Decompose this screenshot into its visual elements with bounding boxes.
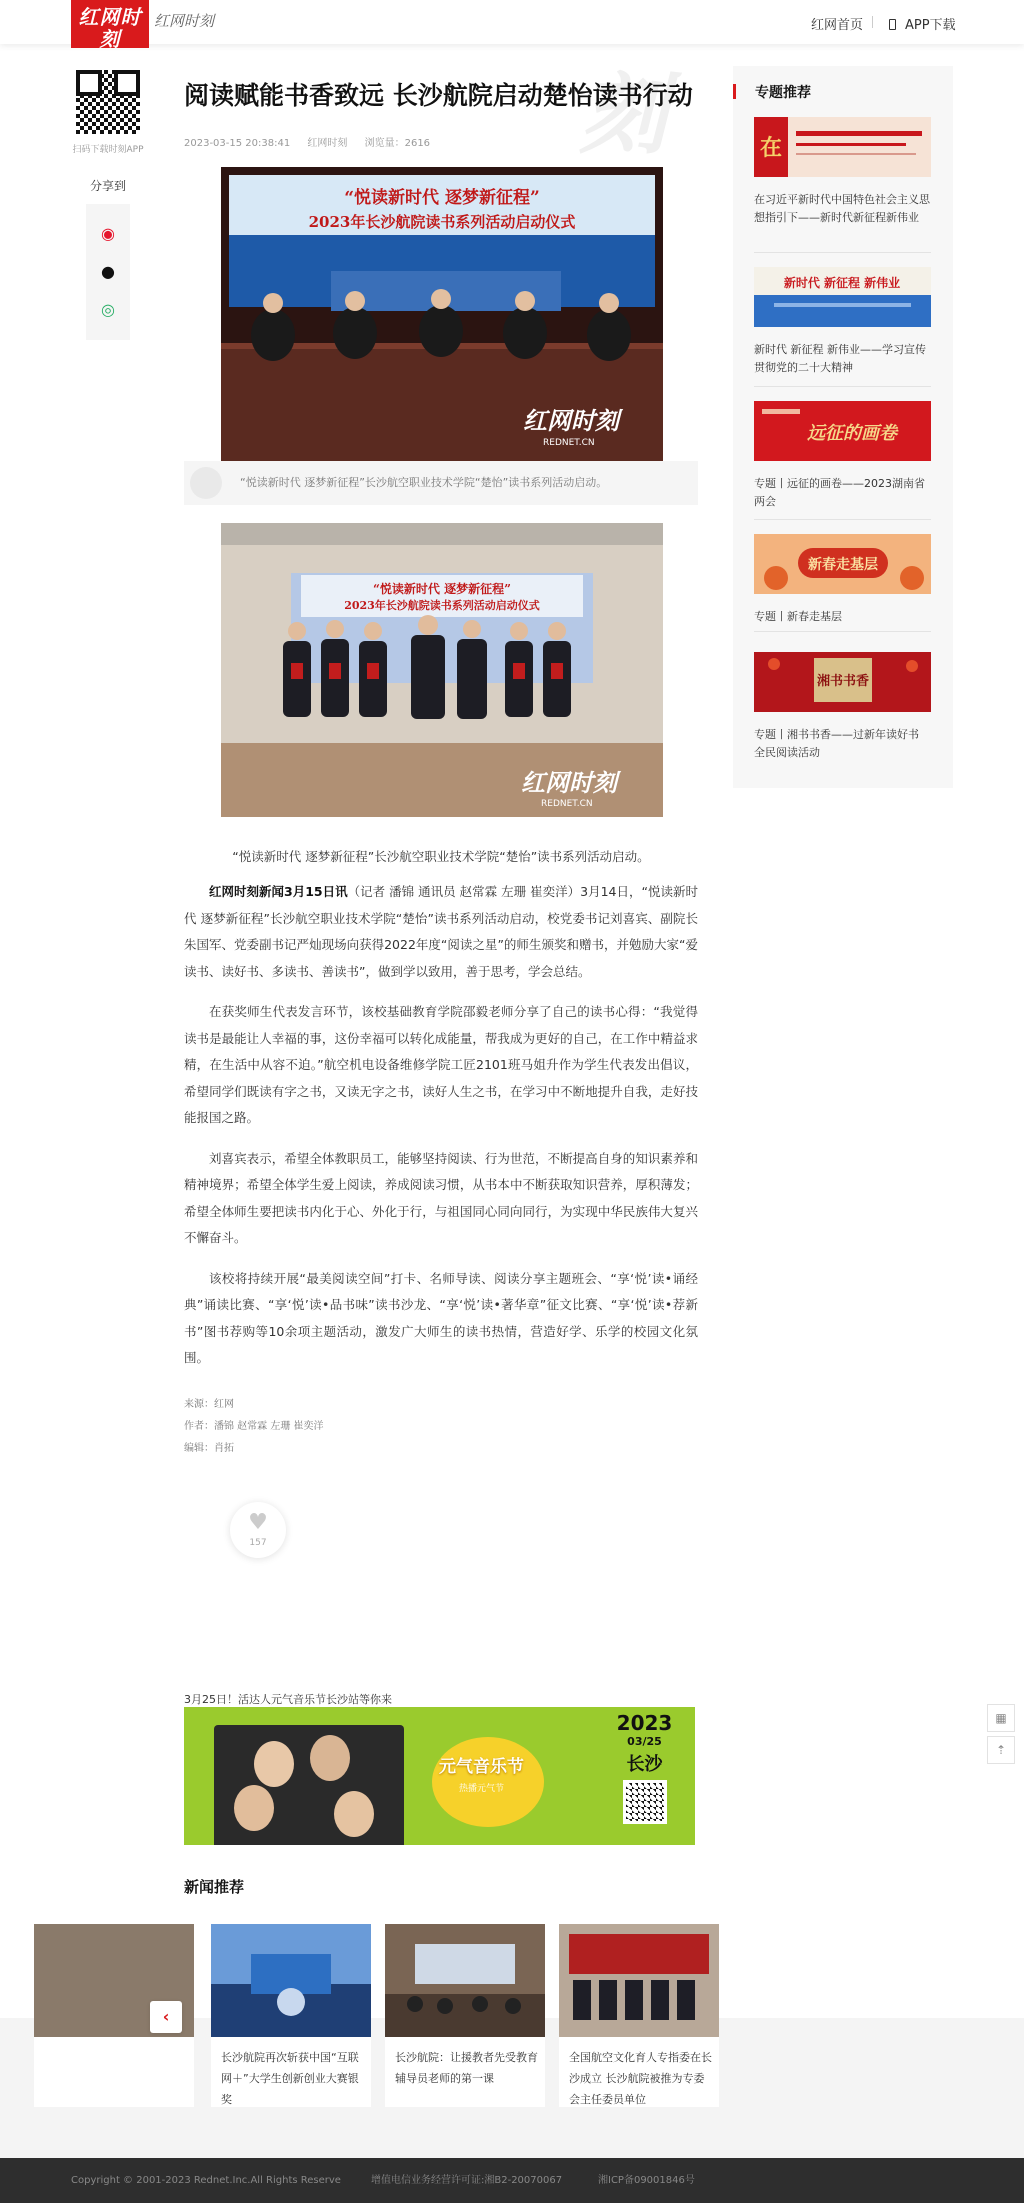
sidebar-topic-image: [754, 534, 931, 594]
news-card-image: [211, 1924, 371, 2037]
footer-license[interactable]: 增值电信业务经营许可证:湘B2-20070067: [371, 2175, 563, 2186]
photo-1-banner-line2: 2023年长沙航院读书系列活动启动仪式: [308, 213, 576, 231]
article-lead: 红网时刻新闻3月15日讯: [209, 884, 348, 899]
chevron-left-icon: ‹: [162, 2007, 170, 2026]
article-editor: 编辑：肖拓: [184, 1442, 234, 1454]
promo-artists-image: [214, 1725, 404, 1845]
photo-2-banner-line1: “悦读新时代 逐梦新征程”: [373, 582, 511, 596]
sidebar-divider: [754, 252, 931, 253]
sidebar-topic[interactable]: [754, 267, 931, 377]
article-views: 浏览量：2616: [364, 138, 431, 149]
sidebar-banner-3: 新春走基层: [808, 557, 878, 573]
photo-2-watermark: 红网时刻: [521, 769, 617, 797]
sidebar-topic-image: [754, 652, 931, 712]
topic-sidebar: [733, 66, 953, 788]
footer-copyright: Copyright © 2001-2023 Rednet.Inc.All Rights Reserve: [71, 2175, 341, 2186]
sidebar-topic-image: [754, 401, 931, 461]
photo-2-caption: “悦读新时代 逐梦新征程”长沙航空职业技术学院“楚怡”读书系列活动启动。: [232, 849, 650, 864]
promo-title[interactable]: 3月25日！活达人元气音乐节长沙站等你来: [184, 1693, 392, 1706]
news-card[interactable]: [211, 1924, 371, 2107]
sidebar-divider: [754, 631, 931, 632]
like-button[interactable]: [230, 1502, 286, 1558]
photo-1-caption: “悦读新时代 逐梦新征程”长沙航空职业技术学院“楚怡”读书系列活动启动。: [184, 461, 698, 505]
footer-icp[interactable]: 湘ICP备09001846号: [598, 2175, 695, 2186]
sidebar-banner-4: 湘书书香: [816, 674, 870, 689]
photo-1-watermark-sub: REDNET.CN: [543, 438, 595, 448]
carousel-prev-button[interactable]: [150, 2001, 182, 2033]
nav-app-download[interactable]: [889, 14, 956, 33]
photo-1-banner-line1: “悦读新时代 逐梦新征程”: [344, 188, 540, 208]
wechat-icon[interactable]: ◎: [101, 300, 115, 319]
promo-center-sub: 热播元气节: [459, 1784, 505, 1794]
sidebar-banner-1: 新时代 新征程 新伟业: [783, 276, 901, 290]
qrcode-icon[interactable]: ▦: [987, 1704, 1015, 1732]
app-qr-code: [72, 66, 144, 138]
footer: [0, 2158, 1024, 2203]
sidebar-topic[interactable]: [754, 117, 931, 227]
news-card[interactable]: [385, 1924, 545, 2107]
promo-banner[interactable]: [184, 1707, 695, 1845]
sidebar-heading: 专题推荐: [733, 82, 811, 102]
promo-center-title: 元气音乐节: [439, 1757, 524, 1777]
sidebar-topic-title: 专题丨远征的画卷——2023湖南省两会: [754, 477, 925, 508]
title-watermark: 刻: [579, 63, 668, 166]
sidebar-topic[interactable]: [754, 652, 931, 762]
news-heading: 新闻推荐: [184, 1878, 245, 1896]
sidebar-topic-image: [754, 117, 931, 177]
heart-icon: ♥: [248, 1510, 268, 1535]
promo-date: 03/25: [627, 1735, 662, 1748]
photo-2-drawing: [221, 523, 663, 817]
news-card-title: 长沙航院再次斩获中国“互联网＋”大学生创新创业大赛银奖: [221, 2051, 359, 2106]
site-logo[interactable]: [71, 0, 149, 60]
photo-2-banner-line2: 2023年长沙航院读书系列活动启动仪式: [344, 599, 540, 612]
sidebar-topic-title: 新时代 新征程 新伟业——学习宣传贯彻党的二十大精神: [754, 343, 926, 374]
sidebar-banner-0: 在: [759, 135, 783, 161]
news-card[interactable]: [559, 1924, 719, 2107]
article-paragraph-3: 刘喜宾表示，希望全体教职员工，能够坚持阅读、行为世范，不断提高自身的知识素养和精神境界；希望全体学生爱上阅读，养成阅读习惯，从书本中不断获取知识营养，厚积薄发；希望全体师生要把读书内化于心、外化于行，与祖国同心同向同行，为实现中华民族伟大复兴不懈奋斗。: [184, 1150, 698, 1245]
news-card-title: 全国航空文化育人专指委在长沙成立 长沙航院被推为专委会主任委员单位: [569, 2051, 712, 2106]
sidebar-topic[interactable]: [754, 401, 931, 511]
article-photo-2: [221, 523, 663, 817]
photo-1-drawing: [221, 167, 663, 461]
sidebar-topic-title: 专题丨湘书书香——过新年读好书 全民阅读活动: [754, 728, 919, 759]
nav-divider: [872, 16, 873, 28]
article-photo-1: [221, 167, 663, 461]
logo-text: 红网时刻: [78, 5, 142, 51]
nav-home-link[interactable]: 红网首页: [811, 18, 864, 33]
sidebar-topic-title: 在习近平新时代中国特色社会主义思想指引下——新时代新征程新伟业: [754, 193, 930, 224]
news-card-image: [385, 1924, 545, 2037]
article-author: 作者：潘锦 赵常霖 左珊 崔奕洋: [184, 1420, 324, 1432]
floating-tools: [987, 1704, 1015, 1768]
news-carousel: [184, 1924, 712, 2107]
sidebar-topic-image: [754, 267, 931, 327]
article-credits: [184, 1394, 698, 1460]
article-paragraph-2: 在获奖师生代表发言环节，该校基础教育学院邵毅老师分享了自己的读书心得：“我觉得读书是最能让人幸福的事，这份幸福可以转化成能量，帮我成为更好的自己，在工作中精益求精，在生活中从容不迫。”航空机电设备维修学院工匠2101班马姐升作为学生代表发出倡议，希望同学们既读有字之书，又读无字之书，读好人生之书，在学习中不断地提升自我，走好技能报国之路。: [184, 1004, 698, 1125]
sidebar-banner-2: 远征的画卷: [807, 423, 897, 444]
sidebar-divider: [754, 519, 931, 520]
logo-subtext: Rednet.cn: [89, 51, 131, 60]
sidebar-topic[interactable]: [754, 534, 931, 626]
weibo-icon[interactable]: ◉: [101, 224, 115, 243]
article-title: 阅读赋能书香致远 长沙航院启动楚怡读书行动: [184, 81, 693, 110]
photo-2-watermark-sub: REDNET.CN: [541, 799, 593, 809]
qq-icon[interactable]: ●: [101, 262, 115, 281]
article-source: 来源：红网: [184, 1398, 234, 1410]
article-source-tag: 红网时刻: [307, 138, 348, 149]
promo-date-panel: [594, 1707, 695, 1845]
photo-1-watermark: 红网时刻: [523, 407, 619, 435]
news-card-title: 长沙航院：让援教者先受教育 辅导员老师的第一课: [395, 2051, 538, 2085]
article-paragraph-4: 该校将持续开展“最美阅读空间”打卡、名师导读、阅读分享主题班会、“享‘悦’读•诵经典”诵读比赛、“享‘悦’读•品书味”读书沙龙、“享‘悦’读•著华章”征文比赛、“享‘悦’读•荐新书”图书荐购等10余项主题活动，激发广大师生的读书热情，营造好学、乐学的校园文化氛围。: [184, 1270, 698, 1365]
left-share-rail: [71, 66, 145, 340]
sidebar-topic-title: 专题丨新春走基层: [754, 610, 842, 623]
phone-icon: [889, 19, 896, 30]
article-date: 2023-03-15 20:38:41: [184, 138, 291, 149]
nav-app-label: APP下载: [905, 18, 956, 33]
article: [184, 63, 699, 1460]
like-count: 157: [249, 1538, 267, 1548]
top-bar: [0, 0, 1024, 60]
back-to-top-icon[interactable]: ⇡: [987, 1736, 1015, 1764]
share-buttons: [86, 204, 130, 340]
promo-year: 2023: [616, 1711, 673, 1735]
article-paragraph-1: [184, 879, 698, 985]
share-label: 分享到: [89, 179, 126, 193]
promo-qr-code: [623, 1780, 667, 1824]
sidebar-divider: [754, 386, 931, 387]
news-card-image: [559, 1924, 719, 2037]
qr-caption: 扫码下载时刻APP: [72, 145, 144, 155]
promo-city: 长沙: [626, 1754, 663, 1775]
logo-signature: 红网时刻: [154, 12, 215, 30]
article-paragraph-1-text: （记者 潘锦 通讯员 赵常霖 左珊 崔奕洋）3月14日，“悦读新时代 逐梦新征程”长沙航空职业技术学院“楚怡”读书系列活动启动，校党委书记刘喜宾、副院长朱国军、党委副书记严灿现场向获得2022年度“阅读之星”的师生颁奖和赠书，并勉励大家“爱读书、读好书、多读书、善读书”，做到学以致用，善于思考，学会总结。: [184, 884, 699, 979]
